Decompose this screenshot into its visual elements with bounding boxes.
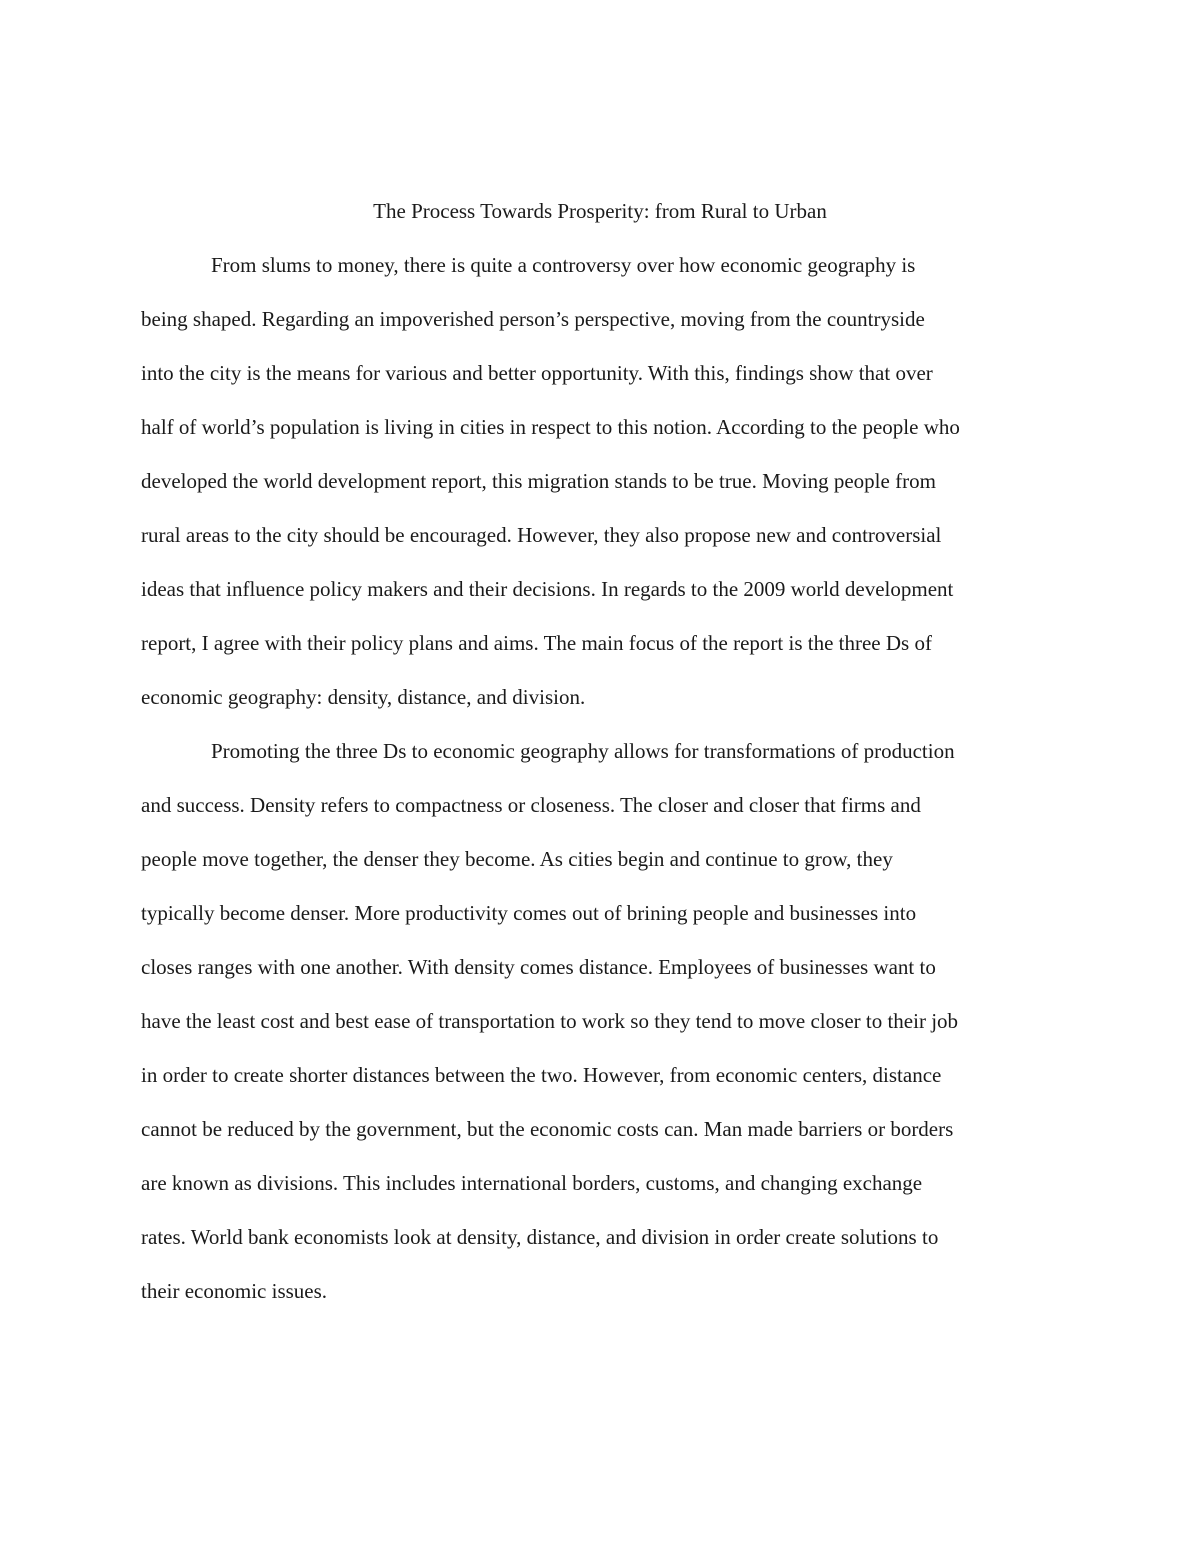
paragraph-1-line-2: being shaped. Regarding an impoverished person’s perspective, moving from the countryside (141, 307, 925, 331)
paragraph-2-line-2: and success. Density refers to compactness or closeness. The closer and closer that firms and (141, 793, 921, 817)
paragraph-2-line-8: cannot be reduced by the government, but the economic costs can. Man made barriers or borders (141, 1117, 954, 1141)
paragraph-1-line-5: developed the world development report, this migration stands to be true. Moving people from (141, 469, 936, 493)
paragraph-2-line-4: typically become denser. More productivity comes out of brining people and businesses into (141, 901, 917, 925)
paragraph-2-line-5: closes ranges with one another. With density comes distance. Employees of businesses want to (141, 955, 936, 979)
paragraph-2-line-3: people move together, the denser they become. As cities begin and continue to grow, they (141, 847, 893, 871)
paragraph-1-line-3: into the city is the means for various and better opportunity. With this, findings show that over (141, 361, 933, 385)
paragraph-1-line-1: From slums to money, there is quite a controversy over how economic geography is (211, 253, 916, 277)
paragraph-2-line-7: in order to create shorter distances between the two. However, from economic centers, distance (141, 1063, 942, 1087)
paragraph-2-line-1: Promoting the three Ds to economic geography allows for transformations of production (211, 739, 955, 763)
paragraph-2-line-11: their economic issues. (141, 1279, 328, 1303)
paragraph-2-line-9: are known as divisions. This includes international borders, customs, and changing exchange (141, 1171, 923, 1195)
paragraph-2-line-10: rates. World bank economists look at density, distance, and division in order create solutions to (141, 1225, 939, 1249)
paragraph-1-line-9: economic geography: density, distance, and division. (141, 685, 586, 709)
paragraph-1-line-4: half of world’s population is living in cities in respect to this notion. According to the people who (141, 415, 960, 439)
paragraph-1-line-7: ideas that influence policy makers and their decisions. In regards to the 2009 world development (141, 577, 954, 601)
paragraph-1-line-6: rural areas to the city should be encouraged. However, they also propose new and controversial (141, 523, 942, 547)
paragraph-2-line-6: have the least cost and best ease of transportation to work so they tend to move closer to their job (141, 1009, 959, 1033)
document-title: The Process Towards Prosperity: from Rural to Urban (373, 199, 827, 223)
paragraph-1-line-8: report, I agree with their policy plans and aims. The main focus of the report is the three Ds of (141, 631, 932, 655)
